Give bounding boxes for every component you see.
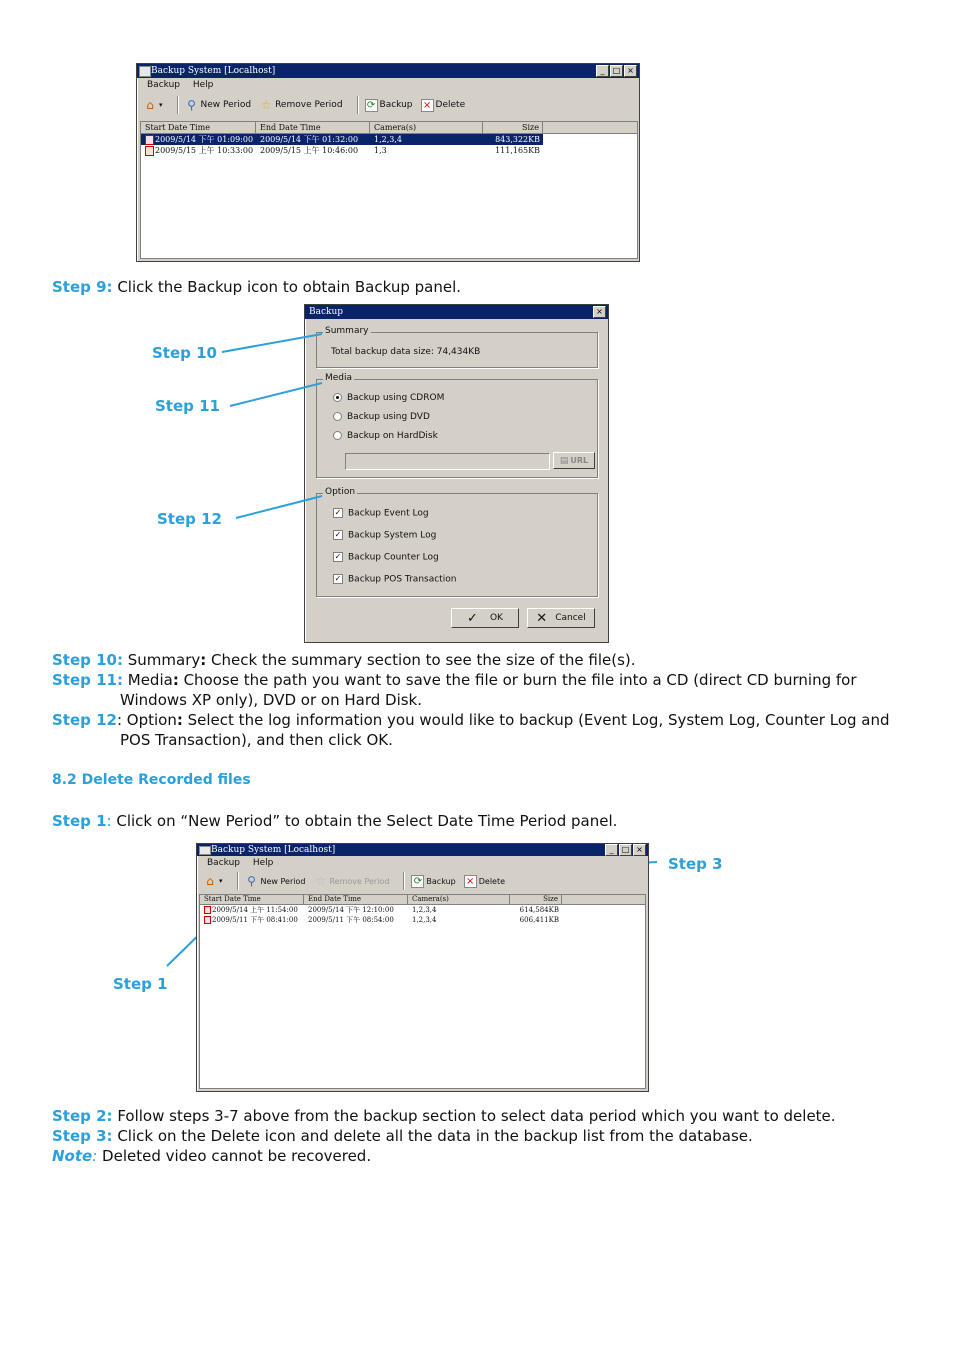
media-label: Media xyxy=(325,373,353,383)
checkmark-icon: ✓ xyxy=(467,610,478,626)
minimize-button[interactable]: _ xyxy=(596,65,609,77)
backup-label: Backup xyxy=(379,100,413,110)
step12-label: Step 12 xyxy=(52,711,117,729)
ok-label: OK xyxy=(489,613,503,623)
backup-system-window-2 xyxy=(196,843,649,1092)
maximize-button[interactable]: □ xyxy=(619,844,632,856)
bottom-steps xyxy=(52,1106,902,1166)
step9-label: Step 9: xyxy=(52,278,113,296)
checkbox[interactable]: ✓ xyxy=(334,574,342,583)
col-start[interactable]: Start Date Time xyxy=(141,122,256,133)
menu-backup[interactable]: Backup xyxy=(147,80,180,90)
step2-paragraph xyxy=(52,1106,902,1126)
backup-label: Backup xyxy=(426,876,456,886)
summary-label: Summary xyxy=(325,326,369,336)
window-title: Backup System [Localhost] xyxy=(211,845,336,855)
step11-label: Step 11: xyxy=(52,671,123,689)
step12-colon: : xyxy=(176,711,183,729)
step11-term: Media xyxy=(122,671,173,689)
app-icon xyxy=(199,846,211,855)
callout-step11: Step 11 xyxy=(155,397,220,415)
new-period-label: New Period xyxy=(260,876,306,886)
note-paragraph xyxy=(52,1146,902,1166)
col-cameras[interactable]: Camera(s) xyxy=(408,895,510,904)
col-end[interactable]: End Date Time xyxy=(304,895,408,904)
step3-paragraph xyxy=(52,1126,902,1146)
note-colon: : xyxy=(92,1147,98,1165)
magnifier-icon: ⚲ xyxy=(187,98,196,112)
browse-url-label: URL xyxy=(570,456,589,465)
cell-size: 111,165KB xyxy=(495,146,540,155)
step2-text: Follow steps 3-7 above from the backup section to select data period which you want to delete. xyxy=(112,1107,836,1125)
menu-help[interactable]: Help xyxy=(192,80,214,90)
close-button[interactable]: × xyxy=(633,844,646,856)
backup-list[interactable] xyxy=(199,894,646,1089)
checkbox[interactable]: ✓ xyxy=(334,508,342,517)
step10-term: Summary xyxy=(122,651,201,669)
col-cameras[interactable]: Camera(s) xyxy=(370,122,483,133)
step10-paragraph xyxy=(52,650,892,670)
callout-step1: Step 1 xyxy=(113,975,168,993)
step2-label: Step 2: xyxy=(52,1107,113,1125)
backup-button[interactable] xyxy=(411,875,455,888)
step12-paragraph xyxy=(52,710,892,750)
menubar xyxy=(197,856,648,870)
step9-text: Click the Backup icon to obtain Backup panel. xyxy=(112,278,462,296)
callout-line-step10 xyxy=(222,334,322,352)
checkbox-system-log-label: Backup System Log xyxy=(348,530,437,541)
checkbox-event-log-label: Backup Event Log xyxy=(348,508,429,519)
step10-colon: : xyxy=(200,651,207,669)
window-titlebar xyxy=(197,844,648,856)
step1-text: Click on “New Period” to obtain the Select Date Time Period panel. xyxy=(111,812,618,830)
delete-label: Delete xyxy=(435,100,466,110)
star-icon: ☆ xyxy=(315,874,326,888)
callout-step3: Step 3 xyxy=(668,855,723,873)
checkbox[interactable]: ✓ xyxy=(334,530,342,539)
col-size[interactable]: Size xyxy=(483,122,543,133)
summary-text: Total backup data size: 74,434KB xyxy=(331,347,481,357)
cell-end: 2009/5/11 下午 08:54:00 xyxy=(308,916,394,924)
cell-cameras: 1,2,3,4 xyxy=(412,906,437,914)
callout-line-step11 xyxy=(230,383,322,406)
cell-cameras: 1,2,3,4 xyxy=(374,135,402,144)
cancel-label: Cancel xyxy=(555,613,586,623)
cell-end: 2009/5/14 下午 12:10:00 xyxy=(308,906,394,914)
option-label: Option xyxy=(325,487,356,497)
toolbar xyxy=(197,870,648,892)
step1-label: Step 1 xyxy=(52,812,107,830)
refresh-icon: ⟳ xyxy=(411,875,424,888)
col-end[interactable]: End Date Time xyxy=(256,122,370,133)
callout-step10: Step 10 xyxy=(152,344,217,362)
toolbar-separator xyxy=(403,872,405,890)
note-label: Note xyxy=(52,1147,93,1165)
new-period-button[interactable] xyxy=(245,874,306,888)
step3-label: Step 3: xyxy=(52,1127,113,1145)
home-icon: ⌂ xyxy=(146,98,154,112)
step10-label: Step 10: xyxy=(52,651,123,669)
star-icon: ☆ xyxy=(260,98,272,112)
callout-line-step12 xyxy=(236,496,322,518)
close-button[interactable]: × xyxy=(624,65,637,77)
list-row[interactable] xyxy=(200,915,645,925)
refresh-icon: ⟳ xyxy=(365,99,378,112)
step11-paragraph xyxy=(52,670,892,710)
home-button[interactable]: ⌂ ▾ xyxy=(203,874,223,888)
cell-start-text: 2009/5/11 下午 08:41:00 xyxy=(212,916,298,924)
step1-colon: : xyxy=(106,812,112,830)
new-period-label: New Period xyxy=(200,100,252,110)
home-icon: ⌂ xyxy=(206,874,214,888)
cell-start xyxy=(200,915,304,925)
checkbox[interactable]: ✓ xyxy=(334,552,342,561)
checkbox-pos-transaction-label: Backup POS Transaction xyxy=(348,574,457,585)
cell-start-text: 2009/5/14 下午 01:09:00 xyxy=(155,135,254,144)
cell-start-text: 2009/5/14 上午 11:54:00 xyxy=(212,906,298,914)
record-icon xyxy=(204,906,211,914)
cell-start xyxy=(200,905,304,915)
step3-text: Click on the Delete icon and delete all the data in the backup list from the database. xyxy=(112,1127,753,1145)
step1-paragraph xyxy=(52,811,617,831)
record-icon xyxy=(204,916,211,924)
section-heading: 8.2 Delete Recorded files xyxy=(52,772,251,788)
cell-size: 843,322KB xyxy=(495,135,540,144)
step12-term: : Option xyxy=(116,711,177,729)
dialog-title: Backup xyxy=(309,307,344,317)
step11-text: Choose the path you want to save the file or burn the file into a CD (direct CD burning for Windows XP only), DVD or on Hard Disk. xyxy=(120,671,857,709)
menu-help[interactable]: Help xyxy=(252,858,274,868)
delete-icon: × xyxy=(421,99,434,112)
x-icon: ✕ xyxy=(536,610,548,626)
list-row[interactable] xyxy=(200,905,645,915)
step11-colon: : xyxy=(172,671,179,689)
magnifier-icon: ⚲ xyxy=(247,874,256,888)
cell-cameras: 1,3 xyxy=(374,146,387,155)
remove-period-button[interactable] xyxy=(313,874,389,888)
list-header xyxy=(200,895,645,905)
menu-backup[interactable]: Backup xyxy=(207,858,240,868)
col-start[interactable]: Start Date Time xyxy=(200,895,304,904)
delete-button[interactable] xyxy=(464,875,505,888)
minimize-button[interactable]: _ xyxy=(605,844,618,856)
toolbar-separator xyxy=(237,872,239,890)
maximize-button[interactable]: □ xyxy=(610,65,623,77)
cell-size: 614,584KB xyxy=(519,906,559,914)
callout-step12: Step 12 xyxy=(157,510,222,528)
steps-10-12 xyxy=(52,650,892,750)
folder-icon: ▤ xyxy=(559,455,569,466)
delete-label: Delete xyxy=(478,876,506,886)
window-title: Backup System [Localhost] xyxy=(151,66,276,76)
note-text: Deleted video cannot be recovered. xyxy=(97,1147,372,1165)
radio-harddisk-label: Backup on HardDisk xyxy=(347,431,438,441)
step10-text: Check the summary section to see the size of the file(s). xyxy=(206,651,636,669)
home-button[interactable]: ⌂ ▾ xyxy=(143,98,163,112)
step12-text: Select the log information you would like to backup (Event Log, System Log, Counter Log and POS Transaction), and then click OK. xyxy=(120,711,890,749)
radio-dvd-label: Backup using DVD xyxy=(347,412,430,422)
cell-end: 2009/5/15 上午 10:46:00 xyxy=(260,146,359,155)
radio-cdrom-label: Backup using CDROM xyxy=(347,393,445,403)
cell-cameras: 1,2,3,4 xyxy=(412,916,437,924)
remove-period-label: Remove Period xyxy=(275,100,343,110)
checkbox-counter-log-label: Backup Counter Log xyxy=(348,552,439,563)
cell-start-text: 2009/5/15 上午 10:33:00 xyxy=(155,146,254,155)
remove-period-label: Remove Period xyxy=(329,876,390,886)
dialog-close-button[interactable]: × xyxy=(593,306,606,318)
delete-icon: × xyxy=(464,875,477,888)
cell-size: 606,411KB xyxy=(519,916,559,924)
cell-end: 2009/5/14 下午 01:32:00 xyxy=(260,135,359,144)
col-size[interactable]: Size xyxy=(510,895,562,904)
